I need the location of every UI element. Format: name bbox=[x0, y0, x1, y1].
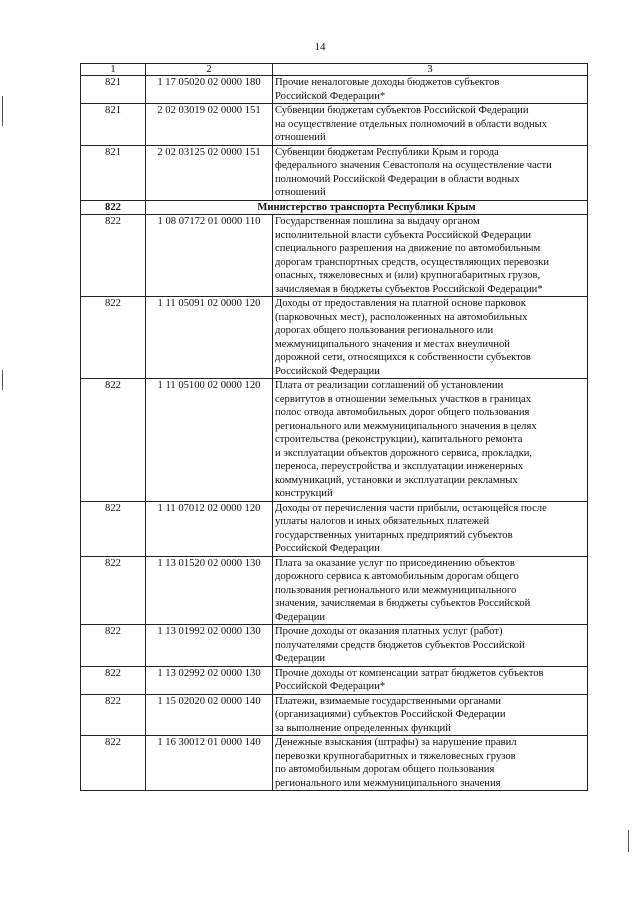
revenue-code: 2 02 03019 02 0000 151 bbox=[146, 104, 273, 146]
administrator-code: 822 bbox=[81, 379, 146, 502]
table-row bbox=[81, 145, 588, 200]
table-row bbox=[81, 104, 588, 146]
ministry-title: Министерство транспорта Республики Крым bbox=[146, 200, 588, 215]
revenue-description: Денежные взыскания (штрафы) за нарушение правил перевозки крупногабаритных и тяжеловесных грузов по автомобильным дорогам общего пользования регионального или межмуниципального значения bbox=[273, 736, 588, 791]
revenue-code: 1 17 05020 02 0000 180 bbox=[146, 76, 273, 104]
table-row bbox=[81, 625, 588, 667]
revenue-description: Плата от реализации соглашений об установлении сервитутов в отношении земельных участков в границах полос отвода автомобильных дорог общего пользования регионального или межмуниципального значения в целях строительства (реконструкции), капитального ремонта и эксплуатации объектов дорожного сервиса, прокладки, переноса, переустройства и эксплуатации инженерных коммуникаций, установки и эксплуатации рекламных конструкций bbox=[273, 379, 588, 502]
scan-edge-mark bbox=[2, 96, 3, 126]
revenue-code: 1 13 01520 02 0000 130 bbox=[146, 556, 273, 625]
administrator-code: 822 bbox=[81, 625, 146, 667]
page-number: 14 bbox=[314, 41, 326, 53]
table-row bbox=[81, 666, 588, 694]
administrator-code: 822 bbox=[81, 215, 146, 297]
table-row bbox=[81, 215, 588, 297]
revenue-code: 1 13 02992 02 0000 130 bbox=[146, 666, 273, 694]
administrator-code: 821 bbox=[81, 104, 146, 146]
revenue-description: Доходы от перечисления части прибыли, остающейся после уплаты налогов и иных обязательных платежей государственных унитарных предприятий субъектов Российской Федерации bbox=[273, 501, 588, 556]
revenue-codes-table bbox=[80, 63, 588, 791]
revenue-code: 1 11 05100 02 0000 120 bbox=[146, 379, 273, 502]
table-row bbox=[81, 694, 588, 736]
scan-edge-mark bbox=[628, 830, 629, 852]
revenue-code: 1 15 02020 02 0000 140 bbox=[146, 694, 273, 736]
administrator-code: 821 bbox=[81, 76, 146, 104]
revenue-description: Субвенции бюджетам субъектов Российской Федерации на осуществление отдельных полномочий в области водных отношений bbox=[273, 104, 588, 146]
column-number-3: 3 bbox=[273, 64, 588, 76]
revenue-description: Прочие доходы от оказания платных услуг (работ) получателями средств бюджетов субъектов Российской Федерации bbox=[273, 625, 588, 667]
administrator-code: 822 bbox=[81, 736, 146, 791]
revenue-code: 1 13 01992 02 0000 130 bbox=[146, 625, 273, 667]
revenue-description: Платежи, взимаемые государственными органами (организациями) субъектов Российской Федерации за выполнение определенных функций bbox=[273, 694, 588, 736]
ministry-header-row bbox=[81, 200, 588, 215]
column-number-1: 1 bbox=[81, 64, 146, 76]
revenue-code: 1 16 30012 01 0000 140 bbox=[146, 736, 273, 791]
revenue-code: 1 08 07172 01 0000 110 bbox=[146, 215, 273, 297]
revenue-code: 1 11 05091 02 0000 120 bbox=[146, 297, 273, 379]
administrator-code: 822 bbox=[81, 694, 146, 736]
table-body bbox=[81, 64, 588, 791]
revenue-description: Доходы от предоставления на платной основе парковок (парковочных мест), расположенных на автомобильных дорогах общего пользования регионального или межмуниципального значения и местах внеуличной дорожной сети, относящихся к собственности субъектов Российской Федерации bbox=[273, 297, 588, 379]
administrator-code: 822 bbox=[81, 200, 146, 215]
administrator-code: 822 bbox=[81, 556, 146, 625]
revenue-description: Субвенции бюджетам Республики Крым и города федерального значения Севастополя на осуществление части полномочий Российской Федерации в области водных отношений bbox=[273, 145, 588, 200]
revenue-code: 2 02 03125 02 0000 151 bbox=[146, 145, 273, 200]
administrator-code: 822 bbox=[81, 666, 146, 694]
table-header-row bbox=[81, 64, 588, 76]
scan-edge-mark bbox=[2, 370, 3, 390]
administrator-code: 821 bbox=[81, 145, 146, 200]
table-row bbox=[81, 501, 588, 556]
table-row bbox=[81, 556, 588, 625]
revenue-code: 1 11 07012 02 0000 120 bbox=[146, 501, 273, 556]
administrator-code: 822 bbox=[81, 297, 146, 379]
table-row bbox=[81, 736, 588, 791]
revenue-description: Прочие доходы от компенсации затрат бюджетов субъектов Российской Федерации* bbox=[273, 666, 588, 694]
revenue-description: Плата за оказание услуг по присоединению объектов дорожного сервиса к автомобильным дорогам общего пользования регионального или межмуниципального значения, зачисляемая в бюджеты субъектов Российской Федерации bbox=[273, 556, 588, 625]
revenue-description: Государственная пошлина за выдачу органом исполнительной власти субъекта Российской Федерации специального разрешения на движение по автомобильным дорогам транспортных средств, осуществляющих перевозки опасных, тяжеловесных и (или) крупногабаритных грузов, зачисляемая в бюджеты субъектов Российской Федерации* bbox=[273, 215, 588, 297]
table-row bbox=[81, 297, 588, 379]
column-number-2: 2 bbox=[146, 64, 273, 76]
administrator-code: 822 bbox=[81, 501, 146, 556]
table-row bbox=[81, 76, 588, 104]
revenue-description: Прочие неналоговые доходы бюджетов субъектов Российской Федерации* bbox=[273, 76, 588, 104]
table-row bbox=[81, 379, 588, 502]
